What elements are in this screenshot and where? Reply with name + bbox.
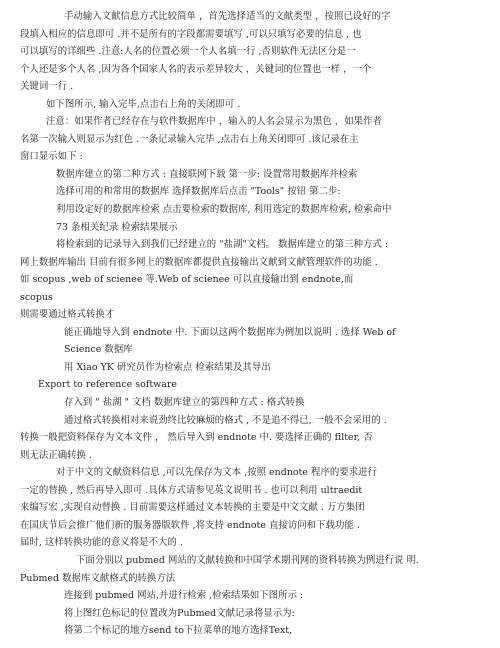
paragraph-line: 数据库建立的第二种方式 : 直接联网下载 第一步: 设置常用数据库并检索: [56, 168, 358, 180]
paragraph-line: 段填入相应的信息即可 .并不是所有的字段都需要填写 ,可以只填写必要的信息 , 也: [20, 28, 362, 40]
paragraph-line: 则无法正确转换 .: [20, 449, 93, 461]
paragraph-line: 注意：如果作者已经存在与软件数据库中 ，输入的人名会显示为黑色 ，如果作者: [46, 116, 382, 128]
paragraph-line: 手动输入文献信息方式比较简单 ，首先选择适当的文献类型 ，按照已设好的字: [64, 11, 391, 22]
paragraph-line: Export to reference software: [38, 379, 178, 391]
paragraph-line: 利用设定好的数据库检索 点击要检索的数据库, 利用选定的数据库检索, 检索命中: [56, 204, 392, 216]
paragraph-line: 连接到 pubmed 网站,并进行检索 ,检索结果如下图所示 :: [64, 590, 304, 602]
paragraph-line: 如下图所示, 输入完毕,点击右上角的关闭即可 .: [46, 98, 241, 110]
paragraph-line: 可以填写的详细些 .注意:人名的位置必须一个人名填一行 ,否则软件无法区分是一: [20, 46, 356, 58]
paragraph-line: 对于中文的文献资料信息 ,可以先保存为文本 ,按照 endnote 程序的要求进行: [56, 467, 378, 479]
paragraph-line: 来编写宏 ,实现自动替换 . 目前需要这样通过文本转换的主要是中文文献 . 万方集团: [20, 502, 365, 514]
paragraph-line: 如 scopus ,web of scienee 等.Web of scienee 可以直接输出到 endnote,而: [20, 274, 354, 286]
paragraph-line: 能正确地导入到 endnote 中. 下面以这两个数据库为例加以说明 . 选择 Web of: [64, 326, 396, 338]
paragraph-line: 选择可用的和常用的数据库 选择数据库后点击 "Tools" 按钮 第二步:: [56, 186, 341, 198]
paragraph-line: 转换一般把资料保存为文本文件 ， 然后导入到 endnote 中. 要选择正确的 filter, 否: [20, 432, 373, 444]
paragraph-line: 下面分别以 pubmed 网站的文献转换和中国学术期刊网的资料转换为例进行说 明.: [76, 554, 420, 566]
paragraph-line: 将第二个标记的地方send to下拉菜单的地方选择Text,: [64, 625, 293, 637]
paragraph-line: 将检索到的记录导入到我们已经建立的 "盐湖"文档。 数据库建立的第三种方式 :: [56, 239, 389, 251]
paragraph-line: 在国庆节后会推广他们新的服务器版软件 ,将支持 endnote 直接访问和下载功能 .: [20, 519, 360, 531]
paragraph-line: 名第一次输入则显示为红色 .一条记录输入完毕 ,点击右上角关闭即可 .该记录在主: [20, 133, 359, 145]
paragraph-line: 则需要通过格式转换才: [20, 309, 115, 321]
paragraph-line: 通过格式转换相对来说劲终比较麻烦的格式 , 不是追不得已, 一般不会采用的 .: [64, 414, 387, 426]
paragraph-line: 个人还是多个人名 ,因为各个国家人名的表示差异较大 ，关键词的位置也一样 ，一个: [20, 63, 372, 75]
paragraph-line: 一定的替换 , 然后再导入即可 .具体方式请参见英文说明书 . 也可以利用 ultraedit: [20, 484, 363, 496]
paragraph-line: 届时, 这样转换功能的意义将是不大的 .: [20, 537, 183, 549]
paragraph-line: Pubmed 数据库文献格式的转换方法: [20, 572, 176, 584]
paragraph-line: 存入到 " 盐湖 " 文档 数据库建立的第四种方式 : 格式转换: [64, 397, 305, 409]
paragraph-line: Science 数据库: [64, 344, 133, 356]
paragraph-line: 窗口显示如下 :: [20, 151, 83, 163]
paragraph-line: scopus: [20, 291, 53, 303]
paragraph-line: 将上图红色标记的位置改为Pubmed文献记录将显示为:: [64, 607, 295, 619]
paragraph-line: 关键词一行 .: [20, 81, 74, 93]
paragraph-line: 网上数据库输出 目前有很多网上的数据库都提供直接输出文献到文献管理软件的功能 .: [20, 256, 378, 268]
paragraph-line: 用 Xiao YK 研究员作为检索点 检索结果及其导出: [64, 361, 271, 373]
paragraph-line: 73 条相关纪录 检索结果展示: [56, 221, 178, 233]
